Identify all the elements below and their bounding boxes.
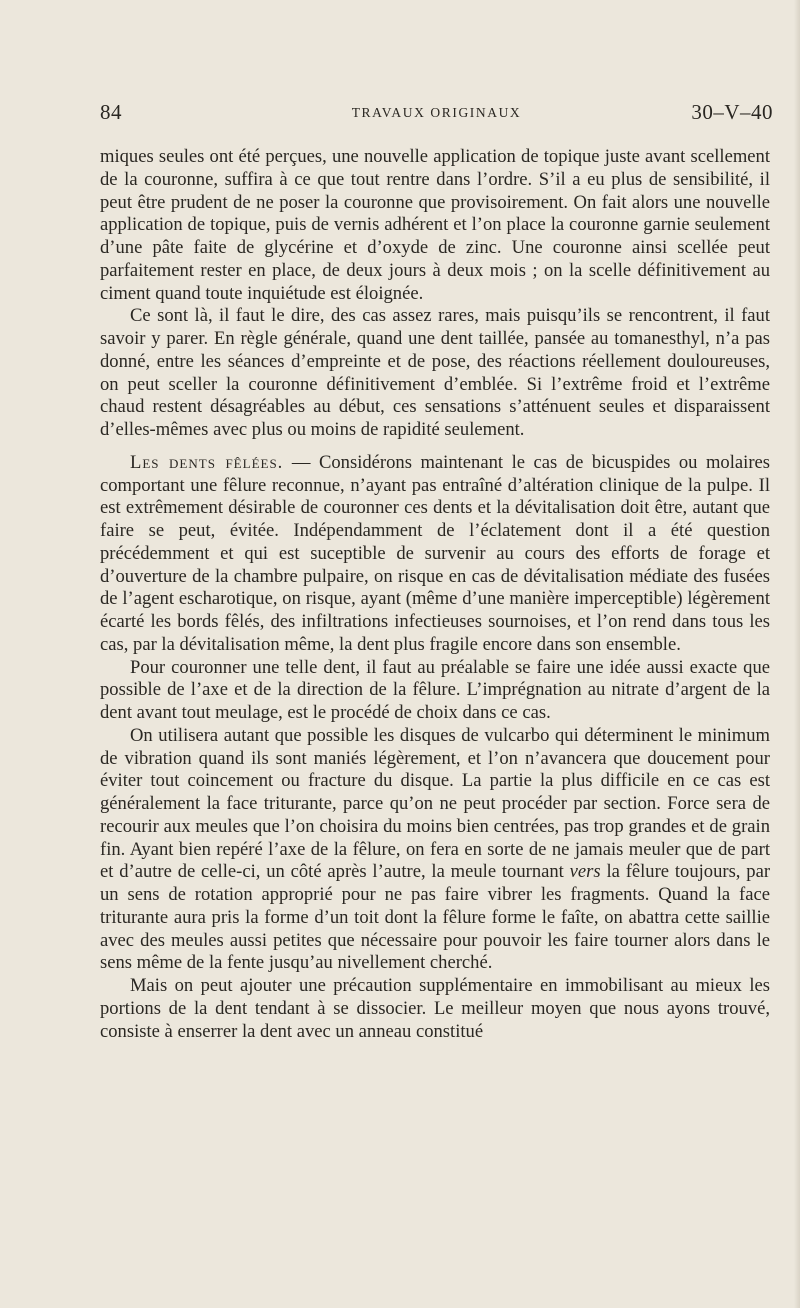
paragraph-1: miques seules ont été perçues, une nouvelle application de topique juste avant scellement de la couronne, suffira à ce que tout rentre dans l’ordre. S’il a eu plus de sensibilité, il peut être prudent de ne poser la couronne que provisoirement. On fait alors une nouvelle application de topique, puis de vernis adhérent et l’on place la couronne garnie seulement d’une pâte faite de glycérine et d’oxyde de zinc. Une couronne ainsi scellée peut parfaitement rester en place, de deux jours à deux mois ; on la scelle définitivement au ciment quand toute inquiétude est éloignée. — [100, 146, 770, 304]
paragraph-5-text-b: la fêlure toujours, par un sens de rotation approprié pour ne pas faire vibrer les fragments. Quand la face triturante aura pris la forme d’un toit dont la fêlure forme le faîte, on abattra cette saillie avec des meules aussi petites que nécessaire pour pouvoir les faire tourner alors dans le sens même de la fente jusqu’au nivellement cherché. — [100, 861, 771, 974]
section-dash: — — [283, 451, 319, 473]
paragraph-3-text: Considérons maintenant le cas de bicuspides ou molaires comportant une fêlure reconnue, n’ayant pas entraîné d’altération clinique de la pulpe. Il est extrêmement désirable de couronner ces dents et la dévitalisation doit être, autant que faire se peut, évitée. Indépendamment de l’éclatement dont il a été question précédemment et qui est suceptible de survenir au cours des efforts de forage et d’ouverture de la chambre pulpaire, on risque en cas de dévitalisation médiate des fusées de l’agent escharotique, on risque, ayant (même d’une manière imperceptible) légèrement écarté les bords fêlés, des infiltrations infectieuses sournoises, et l’on rend dans tous les cas, par la dévitalisation même, la dent plus fragile encore dans son ensemble. — [100, 451, 770, 655]
date-reference: 30–V–40 — [691, 100, 773, 124]
page-number: 84 — [100, 100, 122, 124]
paragraph-4: Pour couronner une telle dent, il faut au préalable se faire une idée aussi exacte que possible de l’axe et de la direction de la fêlure. L’imprégnation au nitrate d’argent de la dent avant tout meulage, est le procédé de choix dans ce cas. — [100, 656, 770, 723]
scan-edge-shadow — [794, 0, 800, 1308]
article-body — [100, 146, 770, 1043]
paragraph-5-text-a: On utilisera autant que possible les disques de vulcarbo qui déterminent le minimum de vibration quand ils sont maniés légèrement, et l’on n’avancera que doucement pour éviter tout coincement ou fracture du disque. La partie la plus difficile en ce cas est généralement la face triturante, parce qu’on ne peut procéder par section. Force sera de recourir aux meules que l’on choisira du moins bien centrées, pas trop grandes et de grain fin. Ayant bien repéré l’axe de la fêlure, on fera en sorte de ne jamais meuler que de part et d’autre de celle-ci, un côté après l’autre, la meule tournant — [100, 724, 770, 883]
paragraph-5 — [100, 725, 770, 975]
page-header — [100, 100, 773, 130]
paragraph-2: Ce sont là, il faut le dire, des cas assez rares, mais puisqu’ils se rencontrent, il faut savoir y parer. En règle générale, quand une dent taillée, pansée au tomanesthyl, n’a pas donné, entre les séances d’empreinte et de pose, des réactions réellement douloureuses, on peut sceller la couronne définitivement d’emblée. Si l’extrême froid et l’extrême chaud restent désagréables au début, ces sensations s’atténuent seules et disparaissent d’elles-mêmes avec plus ou moins de rapidité seulement. — [100, 305, 770, 440]
section-title: Les dents fêlées. — [130, 451, 284, 473]
paragraph-5-italic: vers — [569, 861, 601, 883]
paragraph-3 — [100, 452, 770, 657]
paragraph-6: Mais on peut ajouter une précaution supplémentaire en immobilisant au mieux les portions de la dent tendant à se dissocier. Le meilleur moyen que nous ayons trouvé, consiste à enserrer la dent avec un anneau constitué — [100, 975, 770, 1042]
running-head: TRAVAUX ORIGINAUX — [351, 105, 522, 120]
